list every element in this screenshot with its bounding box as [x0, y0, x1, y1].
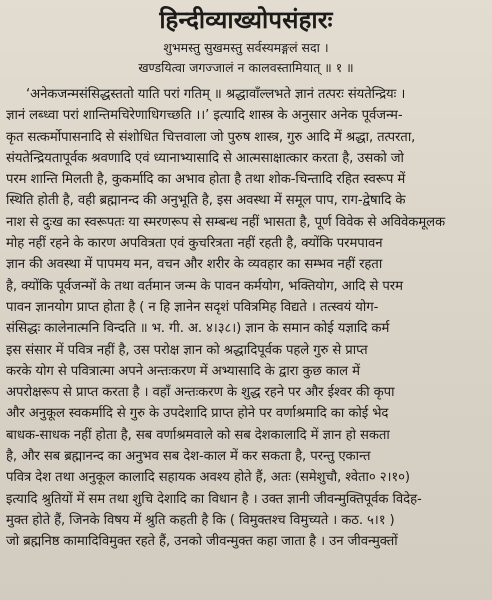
body-line: परम शान्ति मिलती है, कुकर्मादि का अभाव होता है तथा शोक-चिन्तादि रहित स्वरूप में [6, 172, 406, 188]
body-line: ज्ञानं लब्ध्वा परां शान्तिमचिरेणाधिगच्छति ।।’ इत्यादि शास्त्र के अनुसार अनेक पूर्वजन्म- [6, 108, 403, 124]
body-line: अपरोक्षरूप से प्राप्त करता है । वहाँ अन्तःकरण के शुद्ध रहने पर और ईश्वर की कृपा [6, 385, 395, 401]
body-line: मुक्त होते हैं, जिनके विषय में श्रुति कहती है कि ( विमुक्तश्च विमुच्यते । कठ. ५।१ ) [6, 512, 395, 528]
body-text [6, 84, 486, 553]
body-line: जो ब्रह्मनिष्ठ कामादिविमुक्त रहते हैं, उनको जीवन्मुक्त कहा जाता है । उन जीवन्मुक्तों [6, 534, 398, 550]
body-line: इस संसार में पवित्र नहीं है, उस परोक्ष ज्ञान को श्रद्धादिपूर्वक पहले गुरु से प्राप्त [6, 342, 368, 358]
body-line: है, क्योंकि पूर्वजन्मों के तथा वर्तमान जन्म के पावन कर्मयोग, भक्तियोग, आदि से परम [6, 278, 403, 294]
page-title: हिन्दीव्याख्योपसंहारः [159, 5, 333, 34]
body-line: इत्यादि श्रुतियों में सम तथा शुचि देशादि का विधान है । उक्त ज्ञानी जीवन्मुक्तिपूर्वक विदेह- [6, 491, 422, 507]
body-line: ‘अनेकजन्मसंसिद्धस्ततो याति परां गतिम् ॥ श्रद्धावाँल्लभते ज्ञानं तत्परः संयतेन्द्रियः । [26, 87, 406, 102]
body-line: और अनुकूल स्वकर्मादि से गुरु के उपदेशादि प्राप्त होने पर वर्णाश्रमादि का कोई भेद [6, 406, 389, 422]
body-line: करके योग से पवित्रात्मा अपने अन्तःकरण में अभ्यासादि के द्वारा कुछ काल में [6, 363, 360, 379]
body-line: संयतेन्द्रियतापूर्वक श्रवणादि एवं ध्यानाभ्यासादि से आत्मसाक्षात्कार करता है, उसको जो [6, 150, 404, 166]
body-line: संसिद्धः कालेनात्मनि विन्दति ॥ भ. गी. अ. ४।३८।) ज्ञान के समान कोई यज्ञादि कर्म [6, 321, 390, 337]
body-line: है, और सब ब्रह्मानन्द का अनुभव सब देश-काल में कर सकता है, परन्तु एकान्त [6, 449, 371, 465]
body-line: पावन ज्ञानयोग प्राप्त होता है ( न हि ज्ञानेन सदृशं पवित्रमिह विद्यते । तत्स्वयं योग- [6, 299, 379, 315]
body-line: कृत सत्कर्मोपासनादि से संशोधित चित्तवाला जो पुरुष शास्त्र, गुरु आदि में श्रद्धा, तत्परता, [6, 129, 416, 145]
verse-line-2: खण्डयित्वा जगज्जालं न कालवस्तामियात् ॥ १ ॥ [138, 60, 354, 75]
verse-line-1: शुभमस्तु सुखमस्तु सर्वस्यमङ्गलं सदा । [163, 40, 329, 55]
body-line: मोह नहीं रहने के कारण अपवित्रता एवं कुचरित्रता नहीं रहती है, क्योंकि परमपावन [6, 236, 383, 252]
body-line: ज्ञान की अवस्था में पापमय मन, वचन और शरीर के व्यवहार का सम्भव नहीं रहता [6, 257, 383, 273]
body-line: बाधक-साधक नहीं होता है, सब वर्णाश्रमवाले को सब देशकालादि में ज्ञान हो सकता [6, 427, 390, 443]
body-line: स्थिति होती है, वही ब्रह्मानन्द की अनुभूति है, इस अवस्था में समूल पाप, राग-द्वेषादि के [6, 193, 406, 209]
body-line: पवित्र देश तथा अनुकूल कालादि सहायक अवश्य होते हैं, अतः (समेशुचौ, श्वेता० २।१०) [6, 470, 410, 486]
body-line: नाश से दुःख का स्वरूपतः या स्मरणरूप से सम्बन्ध नहीं भासता है, पूर्ण विवेक से अविवेकमूलक [6, 214, 445, 230]
